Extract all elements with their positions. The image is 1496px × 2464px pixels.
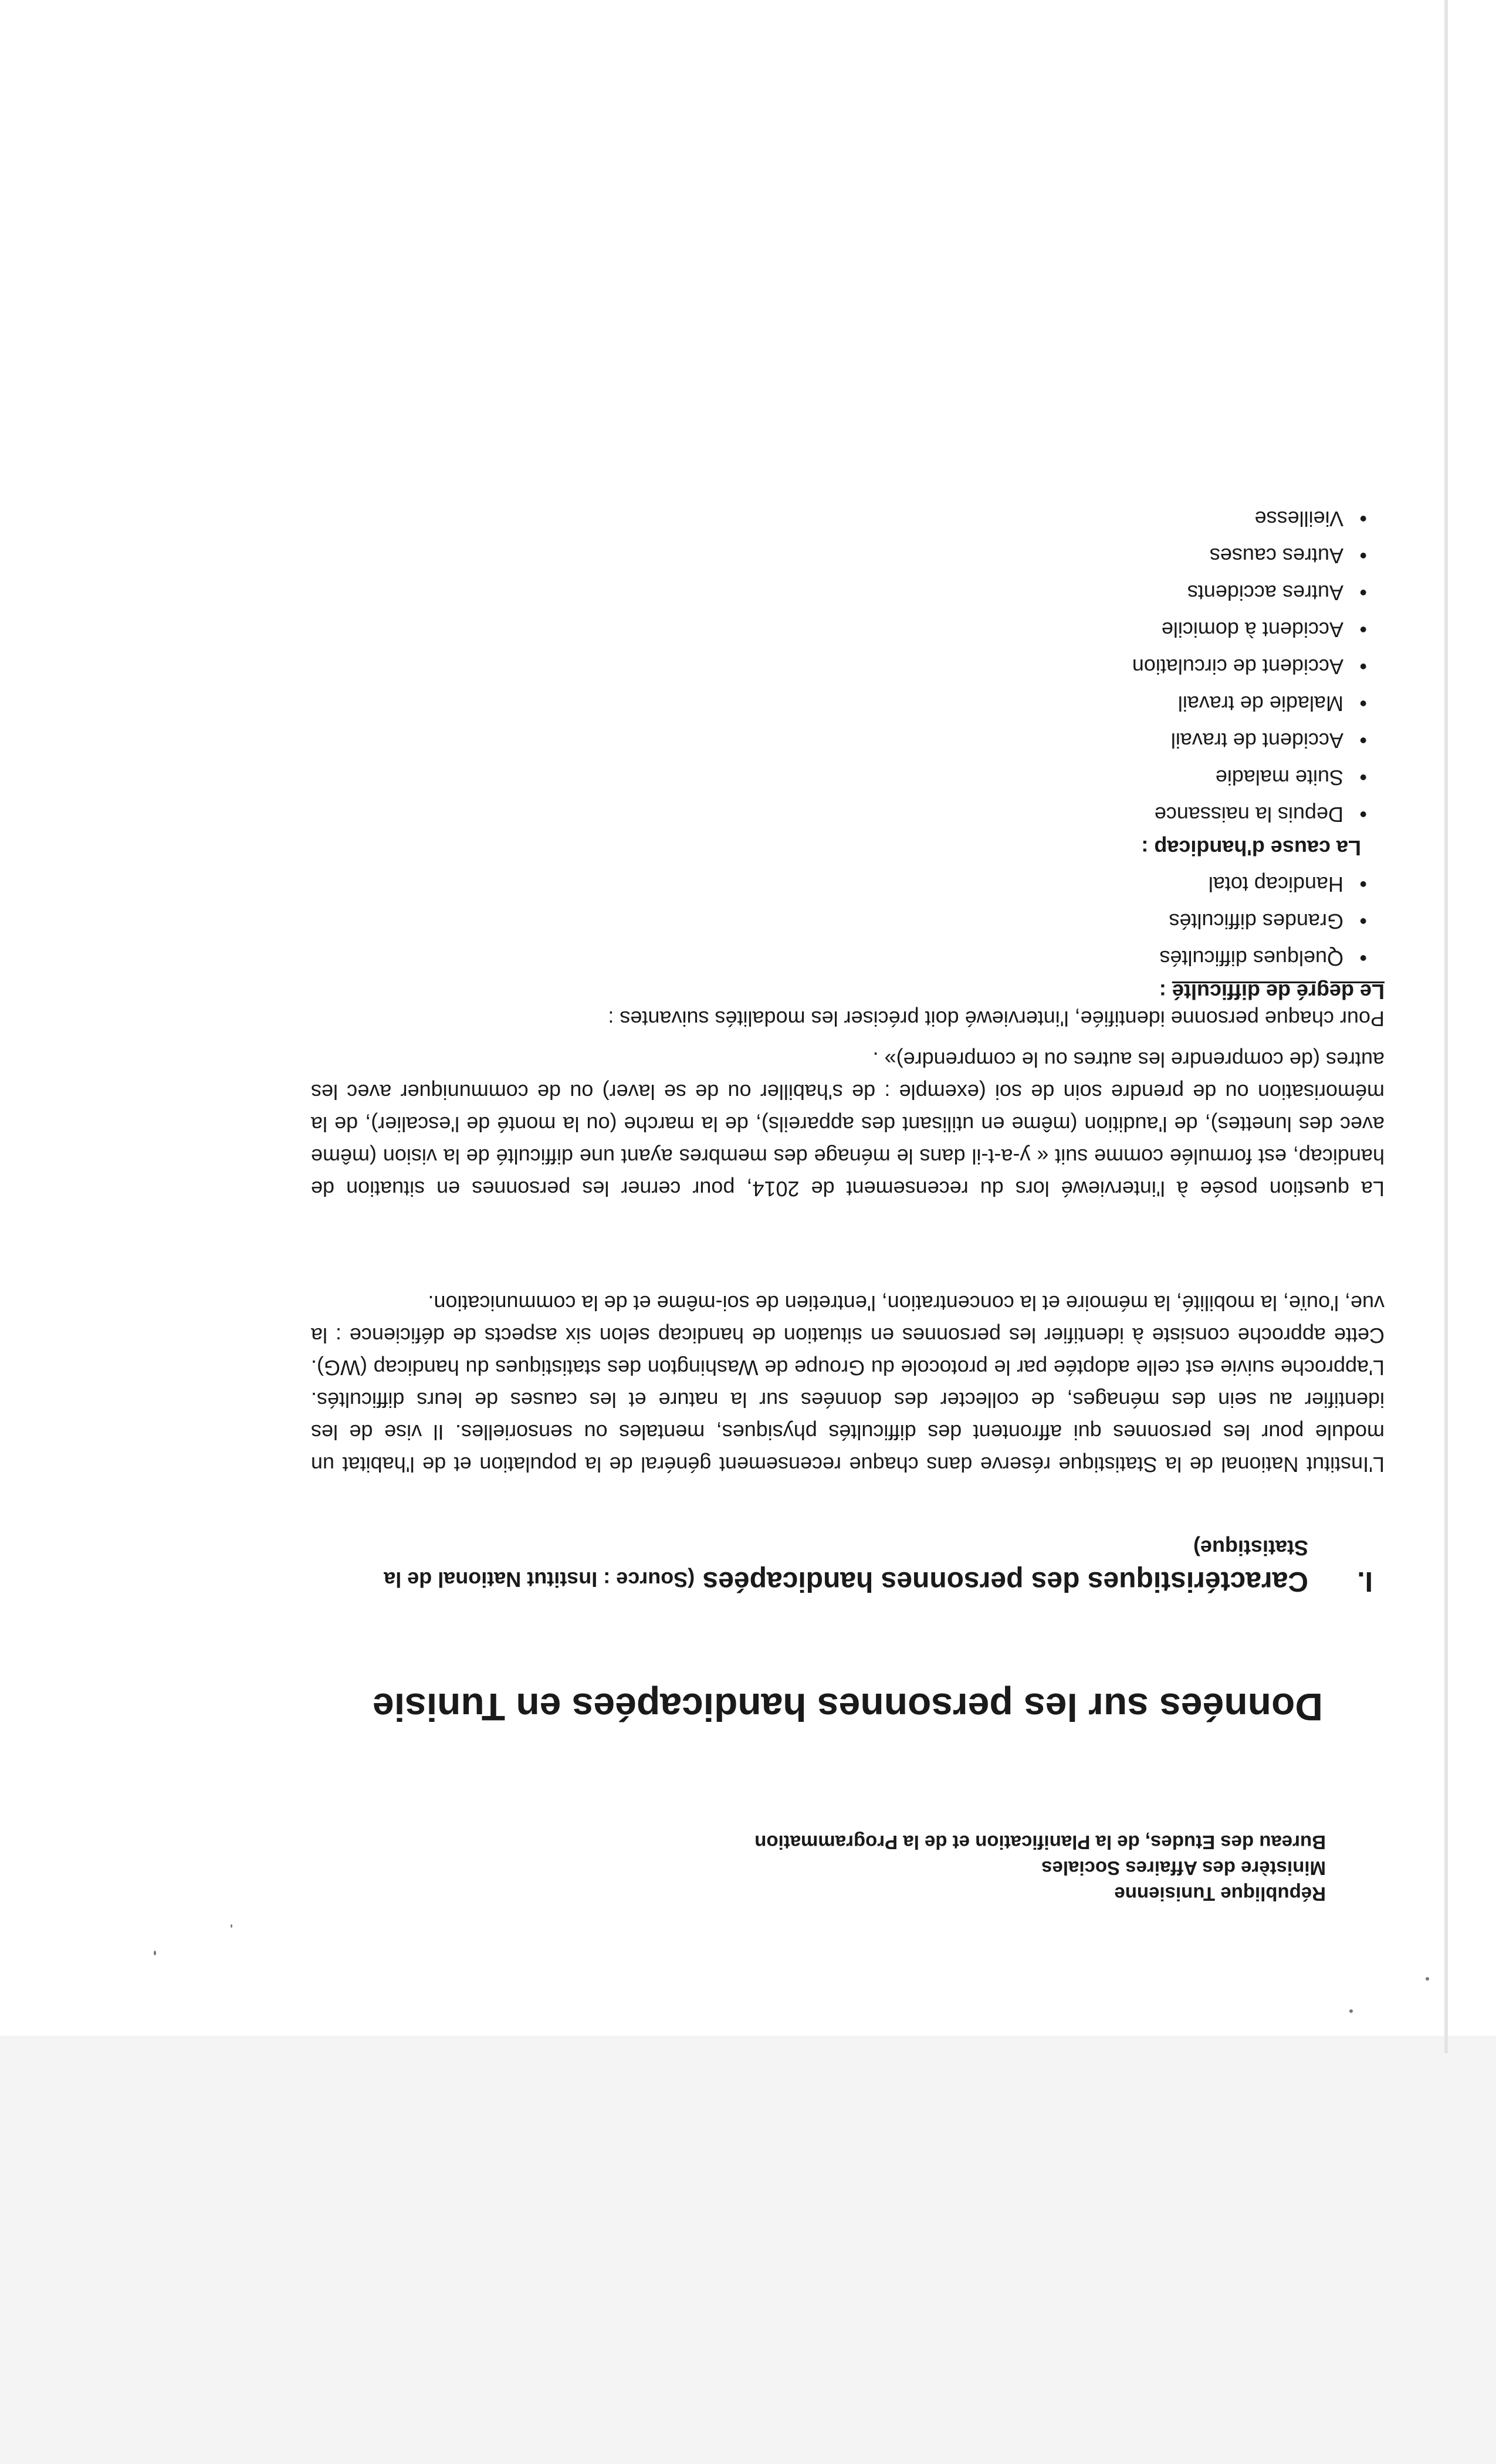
bullet-icon: • xyxy=(1359,544,1367,568)
bullet-icon: • xyxy=(1359,581,1367,605)
bullet-icon: • xyxy=(1359,909,1367,933)
cause-list xyxy=(1132,500,1385,833)
list-item-text: Accident de travail xyxy=(1170,729,1343,753)
bullet-icon: • xyxy=(1359,507,1367,531)
list-item-text: Autres causes xyxy=(1209,544,1343,568)
degree-heading-text: Le degré de difficulté xyxy=(1172,980,1385,1004)
list-item xyxy=(1159,903,1385,940)
section-source: (Source : Institut National de la xyxy=(384,1568,695,1592)
institution-header xyxy=(505,1829,1326,1907)
list-item-text: Suite maladie xyxy=(1215,766,1343,790)
bullet-icon: • xyxy=(1359,946,1367,970)
list-item xyxy=(1132,796,1385,833)
list-item-text: Quelques difficultés xyxy=(1159,946,1343,970)
section-1-heading xyxy=(311,1534,1385,1599)
bullet-icon: • xyxy=(1359,618,1367,642)
list-item xyxy=(1132,537,1385,574)
bullet-icon: • xyxy=(1359,729,1367,753)
list-item-text: Vieillesse xyxy=(1254,507,1343,531)
list-item-text: Autres accidents xyxy=(1187,581,1343,605)
list-item xyxy=(1132,648,1385,685)
paragraph-intro: L'Institut National de la Statistique réserve dans chaque recensement général de la population et de l'habitat un module pour les personnes qui affrontent des difficultés physiques, mentales ou sensorielles. Il vise de les identifier au sein des ménages, de collecter des données sur la nature et les causes de leurs difficultés. L'approche suivie est celle adoptée par le protocole du Groupe de Washington des statistiques du handicap (WG). Cette approche consiste à identifier les personnes en situation de handicap selon six aspects de déficience : la vue, l'ouïe, la mobilité, la mémoire et la concentration, l'entretien de soi-même et de la communication. xyxy=(311,1291,1385,1477)
list-item xyxy=(1132,722,1385,759)
degree-list xyxy=(1159,866,1385,977)
list-item xyxy=(1159,866,1385,903)
cause-heading-colon: : xyxy=(1141,836,1155,860)
paragraph-modalities: Pour chaque personne identifiée, l'interviewé doit préciser les modalités suivantes : xyxy=(608,1007,1385,1031)
header-line-ministry: Ministère des Affaires Sociales xyxy=(1041,1857,1326,1879)
list-item-text: Depuis la naissance xyxy=(1154,803,1343,827)
list-item-text: Accident de circulation xyxy=(1132,655,1343,679)
bullet-icon: • xyxy=(1359,655,1367,679)
list-item-text: Grandes difficultés xyxy=(1169,909,1343,933)
degree-heading-colon: : xyxy=(1159,980,1172,1004)
header-line-republic: République Tunisienne xyxy=(1114,1883,1326,1905)
list-item xyxy=(1132,500,1385,537)
document-title: Données sur les personnes handicapées en Tunisie xyxy=(373,1685,1323,1729)
list-item-text: Accident à domicile xyxy=(1161,618,1343,642)
cause-heading-text: La cause d'handicap xyxy=(1154,836,1361,860)
bullet-icon: • xyxy=(1359,692,1367,716)
list-item-text: Maladie de travail xyxy=(1177,692,1343,716)
bullet-icon: • xyxy=(1359,872,1367,896)
header-line-bureau: Bureau des Etudes, de la Planification et de la Programmation xyxy=(754,1832,1326,1853)
section-number: I. xyxy=(1357,1566,1373,1597)
section-title: Caractéristiques des personnes handicapées xyxy=(702,1566,1308,1597)
list-item xyxy=(1132,574,1385,611)
list-item xyxy=(1132,611,1385,648)
paragraph-question: La question posée à l'interviewé lors du recensement de 2014, pour cerner les personnes en situation de handicap, est formulée comme suit « y-a-t-il dans le ménage des membres ayant une difficulté de la vision (même avec des lunettes), de l'audition (même en utilisant des appareils), de la marche (ou la monté de l'escalier), de la mémorisation ou de prendre soin de soi (exemple : de s'habiller ou de se laver) ou de communiquer avec les autres (de comprendre les autres ou le comprendre)» . xyxy=(311,1048,1385,1201)
section-source-cont: Statistique) xyxy=(1193,1536,1308,1560)
scanner-margin xyxy=(0,2036,1496,2464)
bullet-icon: • xyxy=(1359,766,1367,790)
list-item xyxy=(1132,685,1385,722)
degree-heading xyxy=(1159,977,1385,1006)
cause-heading xyxy=(1141,833,1361,862)
bullet-icon: • xyxy=(1359,803,1367,827)
list-item-text: Handicap total xyxy=(1208,872,1343,896)
list-item xyxy=(1159,940,1385,977)
list-item xyxy=(1132,759,1385,796)
